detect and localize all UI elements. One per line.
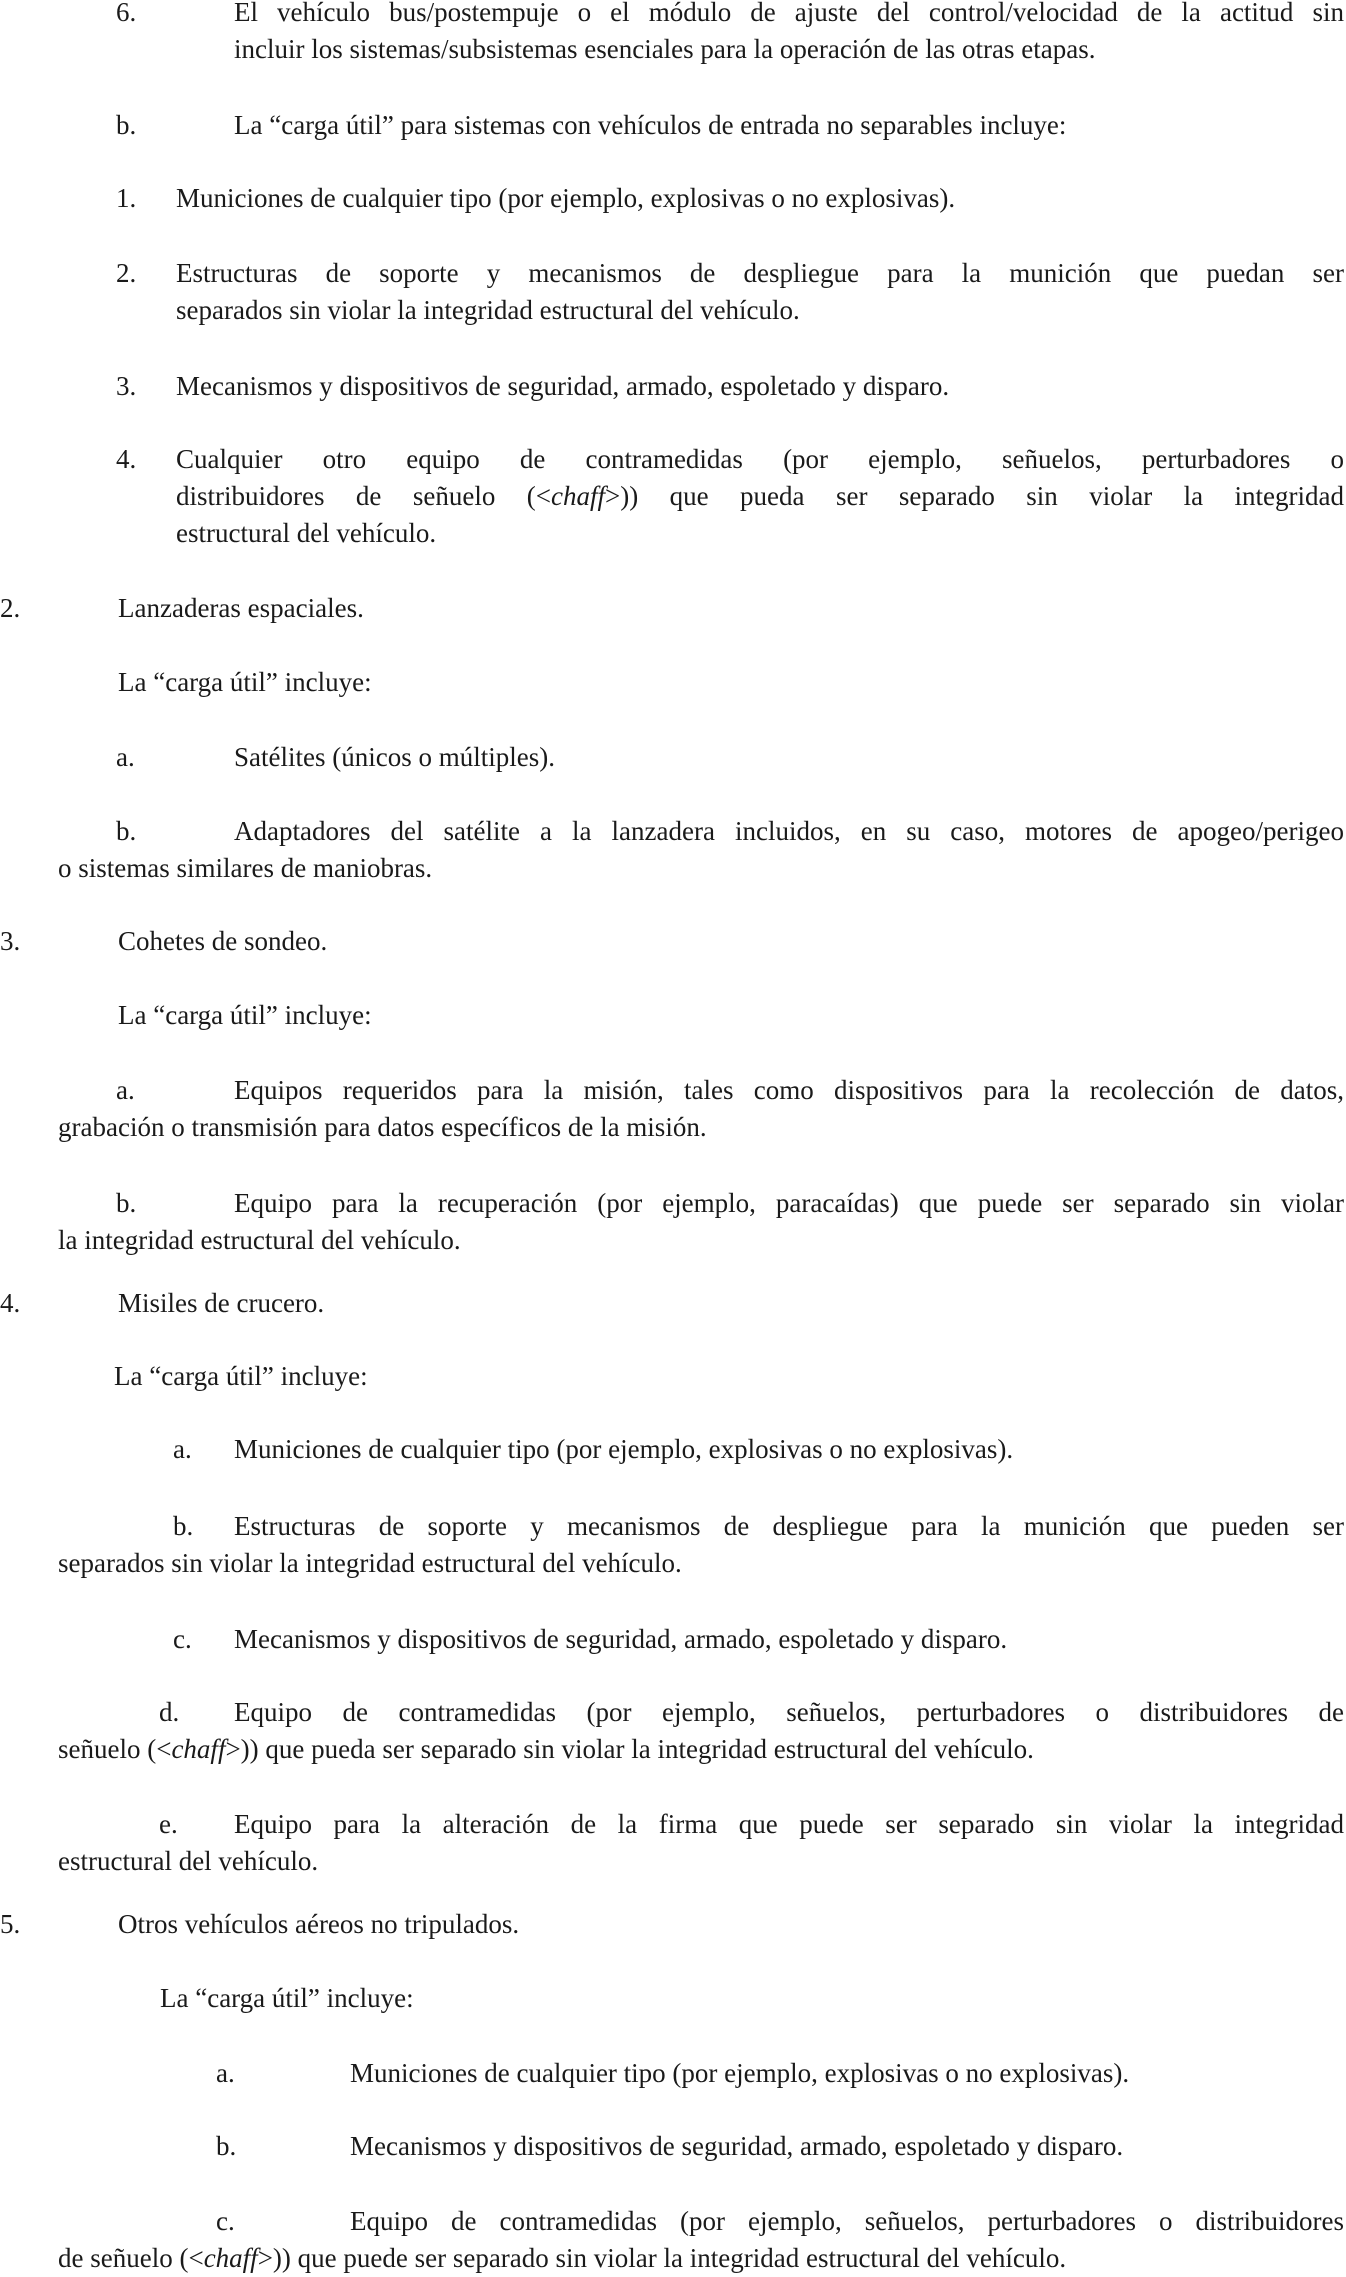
includes-label: La “carga útil” incluye: — [114, 1361, 368, 1391]
section-title: Misiles de crucero. — [118, 1288, 325, 1318]
item-number: 6. — [116, 0, 137, 27]
section-number: 5. — [0, 1909, 21, 1939]
item-text-line: Mecanismos y dispositivos de seguridad, armado, espoletado y disparo. — [176, 371, 950, 401]
item-text-line: Adaptadores del satélite a la lanzadera incluidos, en su caso, motores de apogeo/perigeo — [234, 816, 1344, 846]
item-letter: c. — [216, 2206, 235, 2236]
item-letter: a. — [116, 1075, 135, 1105]
item-letter: b. — [173, 1511, 194, 1541]
item-text-line: grabación o transmisión para datos específicos de la misión. — [58, 1112, 707, 1142]
section-title: Cohetes de sondeo. — [118, 926, 328, 956]
item-number: 2. — [116, 258, 137, 288]
item-text-line: distribuidores de señuelo (<chaff>)) que pueda ser separado sin violar la integridad — [176, 481, 1345, 511]
item-letter: a. — [216, 2058, 235, 2088]
item-letter: b. — [116, 816, 137, 846]
item-text-line: Municiones de cualquier tipo (por ejemplo, explosivas o no explosivas). — [176, 183, 956, 213]
item-number: 4. — [116, 444, 137, 474]
item-number: 1. — [116, 183, 137, 213]
item-text-line: Municiones de cualquier tipo (por ejemplo, explosivas o no explosivas). — [350, 2058, 1130, 2088]
item-text-line: Equipo de contramedidas (por ejemplo, señuelos, perturbadores o distribuidores — [350, 2206, 1344, 2236]
section-number: 4. — [0, 1288, 21, 1318]
includes-label: La “carga útil” incluye: — [160, 1983, 414, 2013]
item-text-line: incluir los sistemas/subsistemas esenciales para la operación de las otras etapas. — [234, 34, 1096, 64]
item-text-line: Satélites (únicos o múltiples). — [234, 742, 555, 772]
item-text-line: El vehículo bus/postempuje o el módulo de ajuste del control/velocidad de la actitud sin — [234, 0, 1344, 27]
item-letter: b. — [116, 110, 137, 140]
item-letter: b. — [216, 2131, 237, 2161]
includes-label: La “carga útil” incluye: — [118, 667, 372, 697]
item-text-line: Estructuras de soporte y mecanismos de despliegue para la munición que puedan ser — [176, 258, 1344, 288]
item-text-line: Cualquier otro equipo de contramedidas (por ejemplo, señuelos, perturbadores o — [176, 444, 1344, 474]
item-text-line: estructural del vehículo. — [58, 1846, 319, 1876]
item-text-line: o sistemas similares de maniobras. — [58, 853, 433, 883]
item-text-line: Municiones de cualquier tipo (por ejemplo, explosivas o no explosivas). — [234, 1434, 1014, 1464]
item-text-line: Mecanismos y dispositivos de seguridad, armado, espoletado y disparo. — [350, 2131, 1124, 2161]
item-letter: d. — [159, 1697, 180, 1727]
item-letter: e. — [159, 1809, 178, 1839]
item-text-line: estructural del vehículo. — [176, 518, 437, 548]
section-title: Otros vehículos aéreos no tripulados. — [118, 1909, 520, 1939]
item-text-line: Equipo para la recuperación (por ejemplo, paracaídas) que puede ser separado sin violar — [234, 1188, 1344, 1218]
item-letter: a. — [173, 1434, 192, 1464]
item-text-line: señuelo (<chaff>)) que pueda ser separado sin violar la integridad estructural del vehículo. — [58, 1734, 1034, 1764]
item-text-line: de señuelo (<chaff>)) que puede ser separado sin violar la integridad estructural del vehículo. — [58, 2243, 1067, 2273]
item-number: 3. — [116, 371, 137, 401]
item-text-line: Equipos requeridos para la misión, tales como dispositivos para la recolección de datos, — [234, 1075, 1344, 1105]
item-text-line: separados sin violar la integridad estructural del vehículo. — [58, 1548, 682, 1578]
item-text-line: Mecanismos y dispositivos de seguridad, armado, espoletado y disparo. — [234, 1624, 1008, 1654]
item-text-line: Estructuras de soporte y mecanismos de despliegue para la munición que pueden ser — [234, 1511, 1344, 1541]
section-title: Lanzaderas espaciales. — [118, 593, 364, 623]
item-text-line: La “carga útil” para sistemas con vehículos de entrada no separables incluye: — [234, 110, 1067, 140]
section-number: 3. — [0, 926, 21, 956]
item-text-line: separados sin violar la integridad estructural del vehículo. — [176, 295, 800, 325]
item-text-line: la integridad estructural del vehículo. — [58, 1225, 461, 1255]
item-letter: c. — [173, 1624, 192, 1654]
item-letter: b. — [116, 1188, 137, 1218]
item-text-line: Equipo de contramedidas (por ejemplo, señuelos, perturbadores o distribuidores de — [234, 1697, 1344, 1727]
section-number: 2. — [0, 593, 21, 623]
includes-label: La “carga útil” incluye: — [118, 1000, 372, 1030]
item-letter: a. — [116, 742, 135, 772]
item-text-line: Equipo para la alteración de la firma que puede ser separado sin violar la integridad — [234, 1809, 1344, 1839]
